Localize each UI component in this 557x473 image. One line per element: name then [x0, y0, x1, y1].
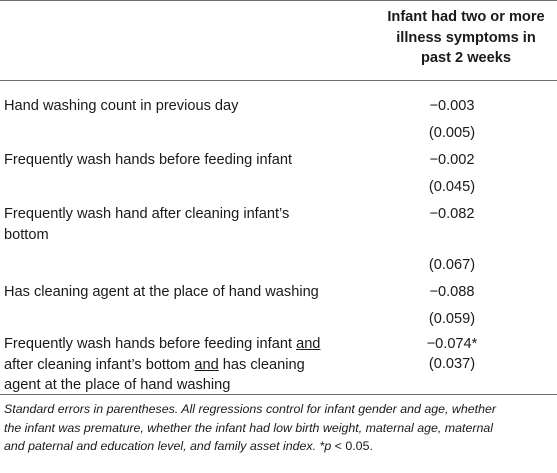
row-label-combined-and-1: and	[296, 336, 321, 352]
row-label-combined-line-1	[4, 334, 344, 355]
column-header	[378, 7, 554, 69]
footnote-line-3	[4, 437, 554, 456]
table-footnote	[4, 400, 554, 456]
row-label-combined-part-1: Frequently wash hands before feeding infant	[4, 336, 297, 352]
row-label-wash-after-cleaning	[4, 204, 344, 245]
row-label-cleaning-agent: Has cleaning agent at the place of hand washing	[4, 284, 319, 300]
row-label-combined-and-2: and	[194, 356, 219, 373]
row-coef-combined-practices: −0.074*	[426, 336, 478, 352]
header-rule	[0, 80, 557, 81]
table-bottom-rule	[0, 394, 557, 395]
column-header-line-3: past 2 weeks	[420, 50, 512, 66]
row-label-combined-practices	[4, 334, 344, 396]
column-header-line-2: illness symptoms in	[396, 29, 536, 46]
row-se-cleaning-agent: (0.059)	[428, 311, 476, 327]
row-se-wash-before-feeding: (0.045)	[428, 179, 476, 195]
footnote-p-symbol: p	[324, 439, 332, 453]
row-label-wash-before-feeding: Frequently wash hands before feeding infant	[4, 152, 293, 168]
row-label-combined-part-3: has cleaning	[218, 356, 305, 373]
column-header-line-1: Infant had two or more	[387, 9, 545, 25]
row-label-wash-after-cleaning-line-2: bottom	[4, 226, 49, 243]
row-label-combined-line-3: agent at the place of hand washing	[4, 377, 231, 393]
row-label-combined-line-2	[4, 355, 344, 376]
row-label-wash-after-cleaning-line-1: Frequently wash hand after cleaning infant’s	[4, 206, 290, 222]
footnote-line-2: the infant was premature, whether the infant had low birth weight, maternal age, maternal	[4, 420, 494, 435]
row-coef-hand-washing-count: −0.003	[429, 98, 475, 114]
footnote-line-1: Standard errors in parentheses. All regressions control for infant gender and age, whether	[4, 402, 497, 416]
row-label-hand-washing-count: Hand washing count in previous day	[4, 98, 239, 114]
footnote-threshold: < 0.05.	[331, 439, 373, 453]
row-coef-wash-after-cleaning: −0.082	[429, 206, 475, 222]
table-top-rule	[0, 0, 557, 1]
row-coef-wash-before-feeding: −0.002	[429, 152, 475, 168]
row-se-hand-washing-count: (0.005)	[428, 125, 476, 141]
row-label-combined-part-2: after cleaning infant’s bottom	[4, 356, 195, 373]
footnote-line-3-main: and paternal and education level, and family asset index. *	[4, 439, 325, 453]
row-se-combined-practices: (0.037)	[428, 356, 476, 372]
row-coef-cleaning-agent: −0.088	[429, 284, 475, 300]
row-se-wash-after-cleaning: (0.067)	[428, 257, 476, 273]
